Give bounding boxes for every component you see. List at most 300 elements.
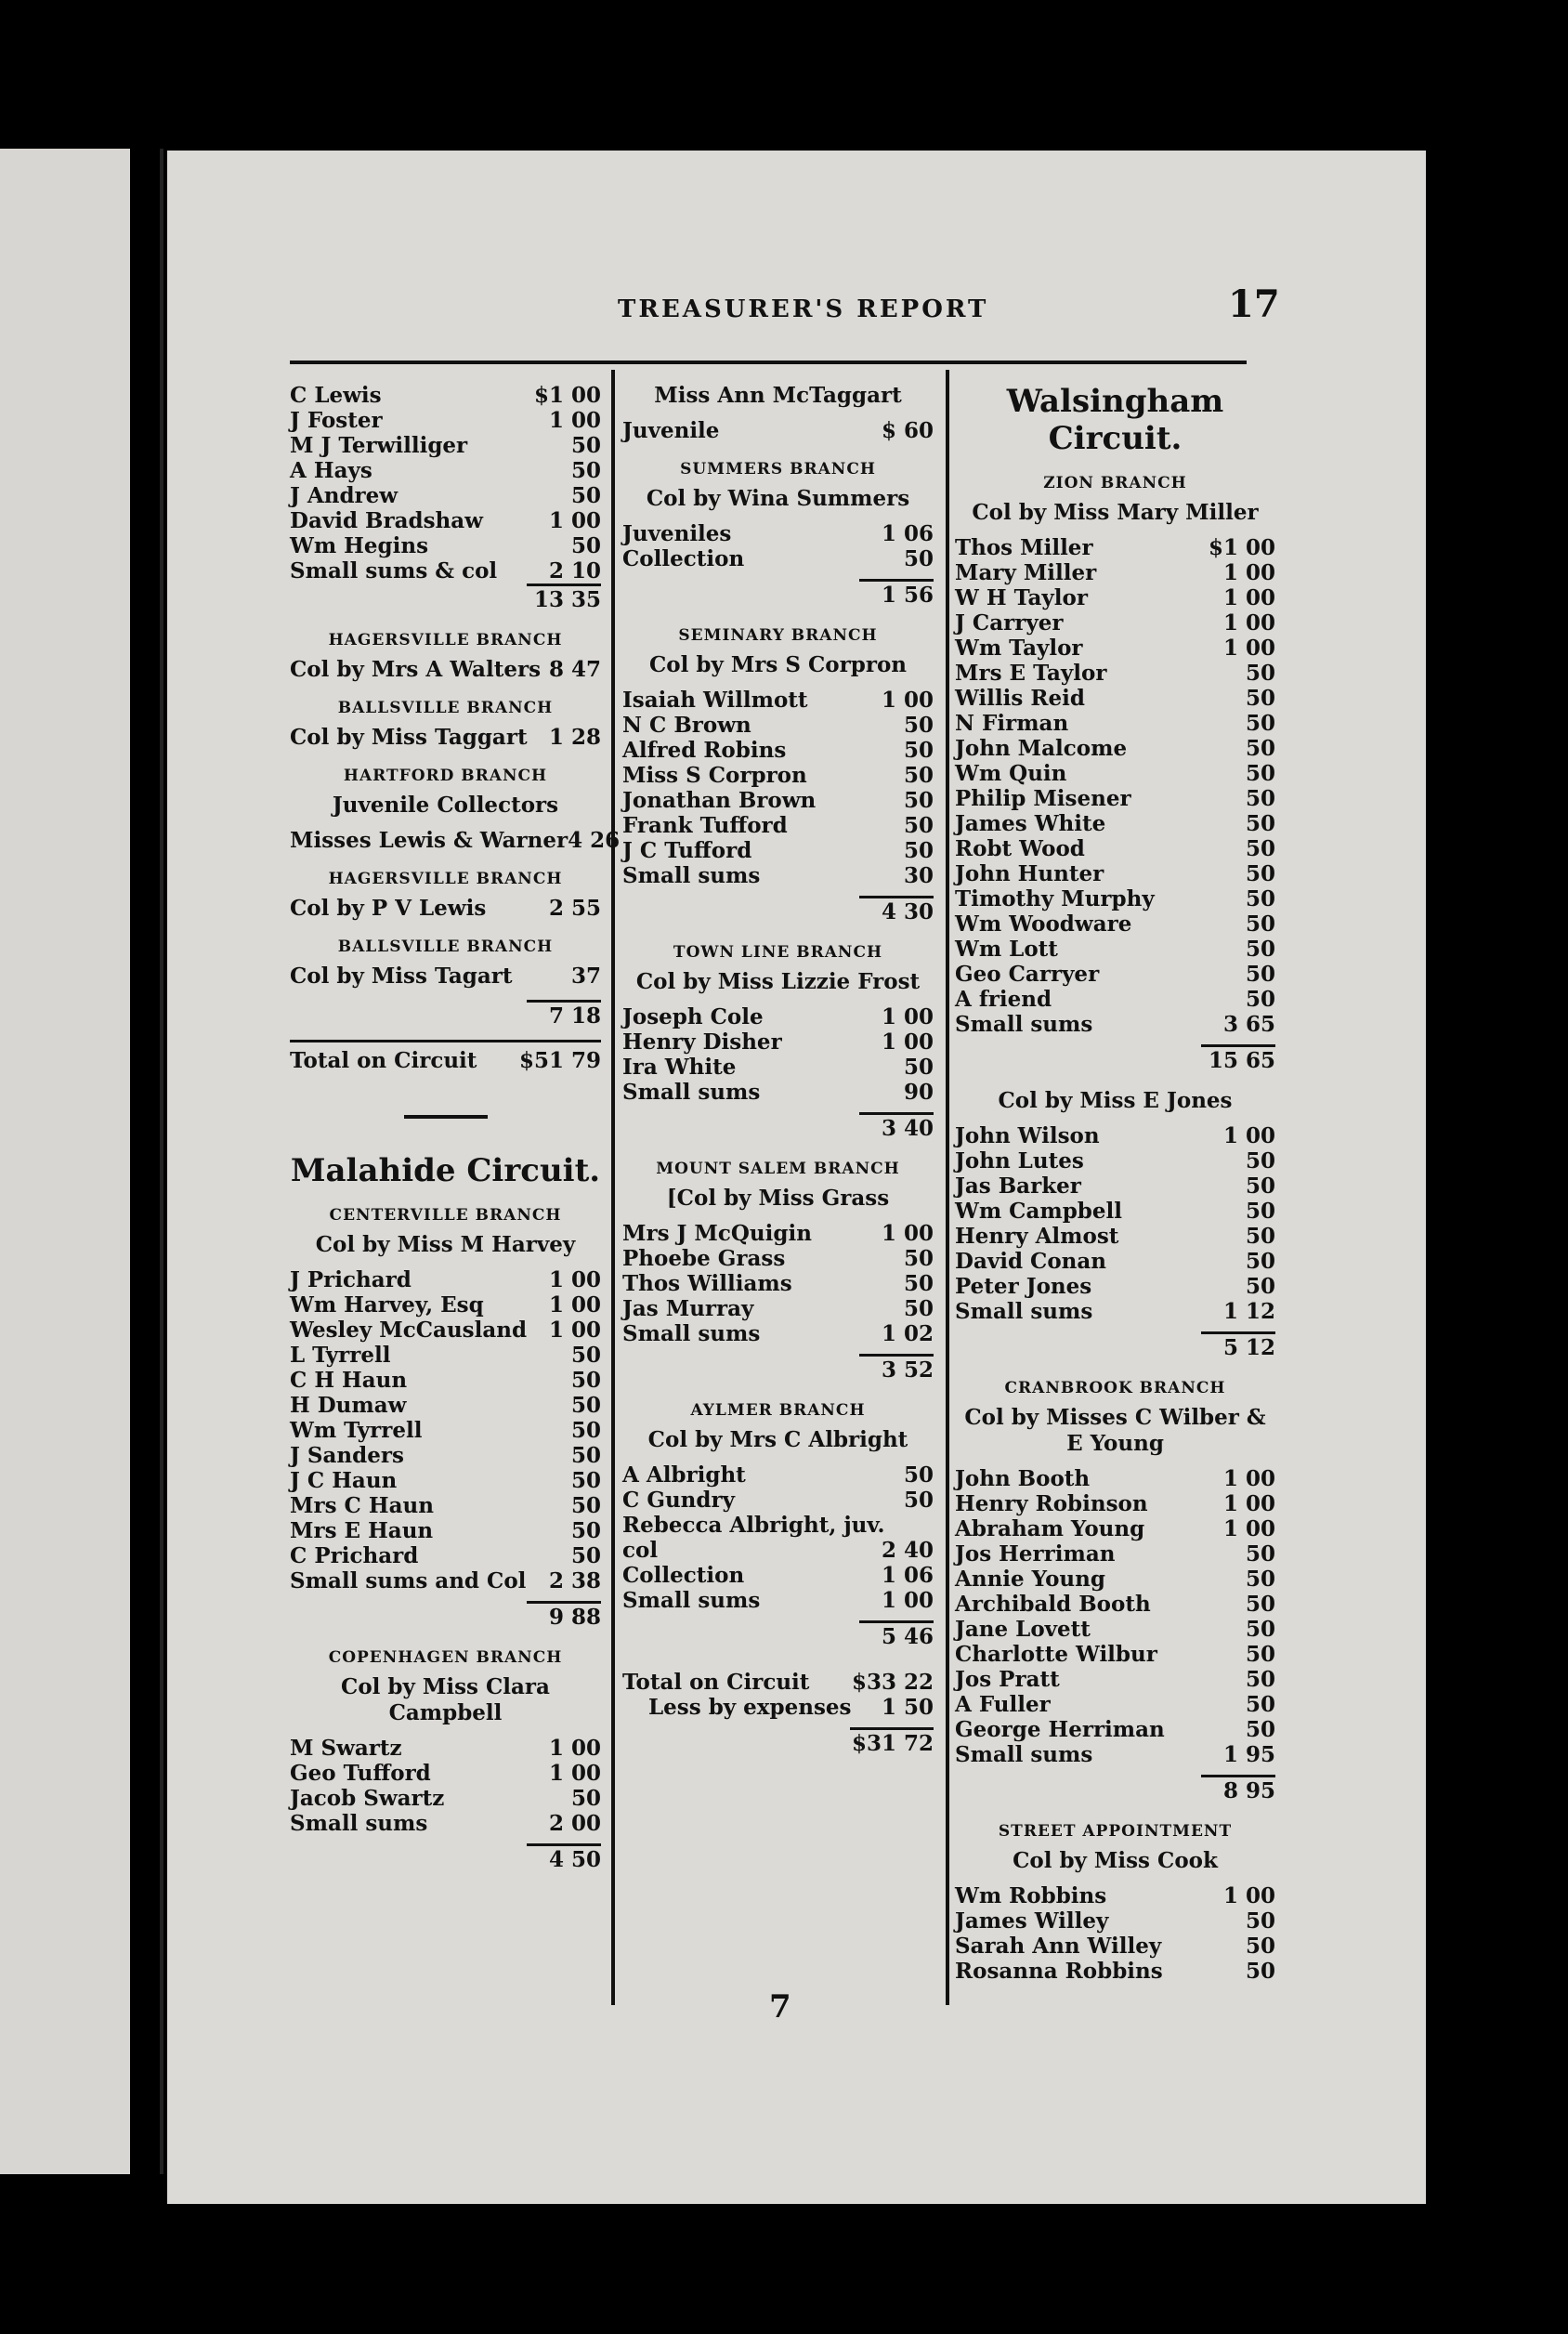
circuit-total: Total on Circuit $51 79	[290, 1040, 601, 1076]
list-item	[290, 1761, 601, 1786]
list-item	[622, 1029, 934, 1055]
collector-line: Col by Miss Clara Campbell	[341, 1674, 550, 1725]
list-item	[955, 911, 1275, 937]
list-item	[622, 1513, 934, 1538]
contributor-name: A Fuller	[955, 1692, 1051, 1717]
list-item	[955, 761, 1275, 786]
contributor-name: Collection	[622, 1563, 745, 1588]
list-item	[955, 1717, 1275, 1742]
amount: 1 00	[881, 1588, 934, 1613]
contributor-name: Mrs C Haun	[290, 1493, 434, 1518]
contributor-name: John Wilson	[955, 1123, 1100, 1148]
amount: 1 00	[548, 1267, 601, 1292]
amount: 2 00	[548, 1811, 601, 1836]
contributor-name: C Gundry	[622, 1488, 735, 1513]
contributor-name: Henry Robinson	[955, 1491, 1148, 1516]
list-item	[622, 1055, 934, 1080]
amount: 50	[903, 1296, 934, 1321]
amount: 50	[1245, 1692, 1275, 1717]
list-item: Juvenile $ 60	[622, 418, 934, 443]
amount: 50	[1245, 686, 1275, 711]
amount: 1 06	[881, 521, 934, 546]
list-item	[955, 811, 1275, 836]
contributor-name: Small sums & col	[290, 558, 498, 584]
list-street	[955, 1883, 1275, 1984]
contributor-name: Miss S Corpron	[622, 763, 807, 788]
amount: 50	[1245, 1717, 1275, 1742]
amount: 1 12	[1222, 1299, 1275, 1324]
collector-line: Col by Miss M Harvey	[315, 1232, 576, 1257]
list-item	[955, 886, 1275, 911]
contributor-name: Jos Pratt	[955, 1667, 1060, 1692]
contributor-name: David Bradshaw	[290, 508, 483, 533]
list-item	[955, 1934, 1275, 1959]
amount: 50	[1245, 1249, 1275, 1274]
list-top	[290, 383, 601, 584]
list-item	[955, 987, 1275, 1012]
contributor-name: Mrs J McQuigin	[622, 1221, 812, 1246]
list-item	[955, 1592, 1275, 1617]
contributor-name: Small sums	[955, 1742, 1093, 1767]
branch-heading: COPENHAGEN BRANCH	[328, 1648, 563, 1667]
list-item	[622, 713, 934, 738]
amount: 50	[1245, 1541, 1275, 1567]
list-item	[955, 1249, 1275, 1274]
list-item	[290, 1493, 601, 1518]
amount: 50	[903, 1488, 934, 1513]
contributor-name: Philip Misener	[955, 786, 1131, 811]
branch-heading: HARTFORD BRANCH	[343, 767, 548, 785]
amount: 1 02	[881, 1321, 934, 1346]
amount: 50	[903, 546, 934, 571]
list-item	[622, 788, 934, 813]
contributor-name: C H Haun	[290, 1368, 408, 1393]
branch-heading: AYLMER BRANCH	[690, 1401, 866, 1420]
contributor-name: A friend	[955, 987, 1052, 1012]
amount: 3 65	[1222, 1012, 1275, 1037]
amount: 1 00	[548, 408, 601, 433]
amount: 50	[1245, 1908, 1275, 1934]
list-item	[955, 661, 1275, 686]
amount: 1 00	[881, 688, 934, 713]
contributor-name: Henry Disher	[622, 1029, 782, 1055]
contributor-name: Mary Miller	[955, 560, 1097, 585]
contributor-name: Willis Reid	[955, 686, 1085, 711]
list-item	[955, 1959, 1275, 1984]
amount: 50	[570, 433, 601, 458]
amount: 50	[1245, 886, 1275, 911]
circuit-total: Total on Circuit $33 22	[622, 1670, 934, 1695]
list-item	[290, 458, 601, 483]
list-item	[290, 1518, 601, 1543]
list-item	[290, 433, 601, 458]
subtotal: 8 95	[1201, 1775, 1275, 1805]
list-item	[955, 1617, 1275, 1642]
list-item	[955, 1667, 1275, 1692]
amount: 50	[903, 738, 934, 763]
list-item	[622, 1080, 934, 1105]
list-mountsalem	[622, 1221, 934, 1346]
contributor-name: J Sanders	[290, 1443, 404, 1468]
subtotal: 7 18	[527, 1000, 601, 1030]
contributor-name: Phoebe Grass	[622, 1246, 786, 1271]
collector-line: Col by Miss E Jones	[998, 1088, 1233, 1113]
list-item	[290, 1318, 601, 1343]
subtotal: 1 56	[859, 579, 934, 610]
list-item	[622, 1462, 934, 1488]
contributor-name: Small sums	[622, 1321, 761, 1346]
list-item	[955, 1199, 1275, 1224]
list-item: Col by Mrs A Walters 8 47	[290, 657, 601, 682]
list-item	[290, 1368, 601, 1393]
list-item: Misses Lewis & Warner 4 26	[290, 828, 621, 853]
contributor-name: Small sums and Col	[290, 1568, 527, 1593]
amount: 1 00	[1222, 1516, 1275, 1541]
contributor-name: Jacob Swartz	[290, 1786, 445, 1811]
amount: 50	[903, 1271, 934, 1296]
list-item	[955, 686, 1275, 711]
contributor-name: Thos Williams	[622, 1271, 792, 1296]
column-divider-1	[611, 370, 615, 2005]
list-copenhagen	[290, 1736, 601, 1836]
list-item	[622, 1538, 934, 1563]
amount: 50	[1245, 736, 1275, 761]
list-item	[290, 383, 601, 408]
column-1	[290, 383, 621, 1874]
list-item	[955, 1541, 1275, 1567]
contributor-name: L Tyrrell	[290, 1343, 391, 1368]
list-item	[622, 1321, 934, 1346]
collector-line: Col by Wina Summers	[646, 486, 910, 511]
column-divider-2	[946, 370, 949, 2005]
amount: 50	[1245, 962, 1275, 987]
amount: 1 00	[1222, 610, 1275, 636]
amount: 50	[1245, 911, 1275, 937]
amount: 50	[570, 1343, 601, 1368]
contributor-name: James Willey	[955, 1908, 1109, 1934]
contributor-name: Wm Taylor	[955, 636, 1083, 661]
amount: 50	[1245, 861, 1275, 886]
list-item	[290, 1811, 601, 1836]
list-item	[955, 1516, 1275, 1541]
amount: 50	[1245, 1959, 1275, 1984]
branch-heading: HAGERSVILLE BRANCH	[328, 631, 563, 649]
list-item	[622, 1588, 934, 1613]
collector-line: Col by Miss Cook	[1013, 1848, 1218, 1873]
circuit-title: Walsingham Circuit.	[1006, 383, 1224, 457]
contributor-name: N Firman	[955, 711, 1069, 736]
list-summers	[622, 521, 934, 571]
amount: 50	[570, 1418, 601, 1443]
expenses-row: Less by expenses 1 50	[648, 1695, 934, 1720]
amount: 50	[903, 1055, 934, 1080]
amount: 90	[903, 1080, 934, 1105]
collector-line: Col by Mrs C Albright	[647, 1427, 908, 1452]
amount: 50	[1245, 661, 1275, 686]
amount: 50	[1245, 786, 1275, 811]
amount: 1 00	[1222, 1466, 1275, 1491]
list-item	[955, 736, 1275, 761]
list-item	[622, 1563, 934, 1588]
amount: $1 00	[533, 383, 601, 408]
contributor-name: Collection	[622, 546, 745, 571]
list-item	[290, 558, 601, 584]
amount: 1 00	[548, 1761, 601, 1786]
subtotal: 9 88	[527, 1601, 601, 1632]
contributor-name: Thos Miller	[955, 535, 1093, 560]
list-item	[622, 1488, 934, 1513]
contributor-name: Charlotte Wilbur	[955, 1642, 1157, 1667]
subtotal: 5 46	[859, 1620, 934, 1651]
contributor-name: M J Terwilliger	[290, 433, 468, 458]
contributor-name: W H Taylor	[955, 585, 1088, 610]
contributor-name: Wm Tyrrell	[290, 1418, 423, 1443]
contributor-name: John Hunter	[955, 861, 1104, 886]
list-item	[622, 863, 934, 888]
amount: 1 00	[881, 1004, 934, 1029]
signature-mark: 7	[769, 1988, 791, 2026]
amount: 1 00	[548, 1292, 601, 1318]
list-item	[955, 836, 1275, 861]
contributor-name: A Albright	[622, 1462, 746, 1488]
contributor-name: Geo Tufford	[290, 1761, 431, 1786]
list-townline	[622, 1004, 934, 1105]
list-item	[290, 1267, 601, 1292]
amount: 2 38	[548, 1568, 601, 1593]
list-item	[955, 1012, 1275, 1037]
list-item: Col by P V Lewis 2 55	[290, 896, 601, 921]
contributor-name: Jane Lovett	[955, 1617, 1091, 1642]
amount: 50	[1245, 811, 1275, 836]
column-2	[622, 383, 934, 1758]
list-item: Col by Miss Tagart 37	[290, 964, 601, 989]
contributor-name: J C Tufford	[622, 838, 752, 863]
contributor-name: Wm Campbell	[955, 1199, 1122, 1224]
list-item	[290, 1736, 601, 1761]
adjacent-page-edge	[0, 149, 130, 2174]
contributor-name: Small sums	[622, 863, 761, 888]
contributor-name: John Booth	[955, 1466, 1091, 1491]
contributor-name: Annie Young	[955, 1567, 1105, 1592]
contributor-name: Henry Almost	[955, 1224, 1119, 1249]
list-item	[955, 1491, 1275, 1516]
list-item: Col by Miss Taggart 1 28	[290, 725, 601, 750]
contributor-name: col	[622, 1538, 659, 1563]
contributor-name: Isaiah Willmott	[622, 688, 808, 713]
list-item	[622, 1296, 934, 1321]
list-item	[622, 1221, 934, 1246]
list-item	[290, 1443, 601, 1468]
amount: 50	[1245, 937, 1275, 962]
list-item	[290, 1292, 601, 1318]
amount: 50	[1245, 1642, 1275, 1667]
column-3	[955, 383, 1275, 1984]
contributor-name: Small sums	[622, 1588, 761, 1613]
contributor-name: John Malcome	[955, 736, 1128, 761]
contributor-name: A Hays	[290, 458, 372, 483]
list-item	[622, 546, 934, 571]
running-header: TREASURER'S REPORT	[618, 295, 989, 323]
amount: 50	[1245, 1934, 1275, 1959]
contributor-name: N C Brown	[622, 713, 751, 738]
contributor-name: J Carryer	[955, 610, 1064, 636]
list-item	[955, 1148, 1275, 1174]
list-item	[955, 1299, 1275, 1324]
list-item	[955, 962, 1275, 987]
amount: 1 00	[548, 1318, 601, 1343]
contributor-name: Robt Wood	[955, 836, 1085, 861]
list-item	[955, 937, 1275, 962]
collector-line: Col by Miss Lizzie Frost	[635, 969, 921, 994]
contributor-name: Wm Lott	[955, 937, 1058, 962]
contributor-name: Archibald Booth	[955, 1592, 1151, 1617]
amount: 50	[1245, 1667, 1275, 1692]
amount: 50	[903, 763, 934, 788]
circuit-title: Malahide Circuit.	[290, 1152, 601, 1189]
amount: 1 00	[1222, 1883, 1275, 1908]
section-separator	[404, 1115, 488, 1119]
amount: 50	[570, 1493, 601, 1518]
branch-heading: CENTERVILLE BRANCH	[329, 1206, 562, 1225]
contributor-name: Alfred Robins	[622, 738, 787, 763]
list-item	[622, 738, 934, 763]
contributor-name: Small sums	[290, 1811, 428, 1836]
subtotal: 4 30	[859, 896, 934, 926]
amount: 50	[570, 1786, 601, 1811]
amount: 50	[903, 1246, 934, 1271]
subtotal: 3 52	[859, 1354, 934, 1384]
list-item	[622, 763, 934, 788]
amount: 50	[1245, 1199, 1275, 1224]
list-item	[290, 1418, 601, 1443]
amount: 50	[903, 813, 934, 838]
amount: 50	[1245, 761, 1275, 786]
branch-heading: SEMINARY BRANCH	[678, 626, 878, 645]
header-rule	[290, 361, 1247, 364]
amount: 1 00	[548, 1736, 601, 1761]
contributor-name: M Swartz	[290, 1736, 402, 1761]
contributor-name: Wm Quin	[955, 761, 1067, 786]
list-jones	[955, 1123, 1275, 1324]
amount: 50	[570, 1468, 601, 1493]
branch-heading: SUMMERS BRANCH	[680, 460, 876, 479]
collector-line: Miss Ann McTaggart	[654, 383, 902, 408]
contributor-name: Wesley McCausland	[290, 1318, 528, 1343]
list-malahide	[290, 1267, 601, 1593]
list-item	[955, 560, 1275, 585]
list-cranbrook	[955, 1466, 1275, 1767]
list-item	[955, 861, 1275, 886]
list-item	[955, 1123, 1275, 1148]
contributor-name: Wm Robbins	[955, 1883, 1107, 1908]
amount: 50	[903, 788, 934, 813]
contributor-name: Rosanna Robbins	[955, 1959, 1163, 1984]
subtotal: 3 40	[859, 1112, 934, 1143]
list-item	[955, 1642, 1275, 1667]
list-item	[955, 1742, 1275, 1767]
amount: 1 00	[1222, 585, 1275, 610]
contributor-name: Joseph Cole	[622, 1004, 764, 1029]
amount: 50	[1245, 1617, 1275, 1642]
contributor-name: H Dumaw	[290, 1393, 407, 1418]
list-item	[955, 636, 1275, 661]
amount: 50	[570, 1543, 601, 1568]
amount: 50	[1245, 1148, 1275, 1174]
subtotal: 4 50	[527, 1843, 601, 1874]
contributor-name: Mrs E Taylor	[955, 661, 1107, 686]
list-item	[290, 1568, 601, 1593]
list-item	[622, 1246, 934, 1271]
list-item	[955, 1174, 1275, 1199]
list-item	[955, 1692, 1275, 1717]
list-seminary	[622, 688, 934, 888]
amount: 1 00	[881, 1029, 934, 1055]
list-zion	[955, 535, 1275, 1037]
list-item	[622, 1004, 934, 1029]
branch-heading: BALLSVILLE BRANCH	[337, 938, 554, 956]
branch-heading: STREET APPOINTMENT	[998, 1822, 1233, 1841]
contributor-name: Sarah Ann Willey	[955, 1934, 1162, 1959]
contributor-name: Small sums	[622, 1080, 761, 1105]
contributor-name: Wm Hegins	[290, 533, 429, 558]
list-item	[622, 688, 934, 713]
page-number: 17	[1228, 282, 1280, 326]
list-item	[955, 535, 1275, 560]
amount: 50	[570, 1393, 601, 1418]
list-item	[955, 1883, 1275, 1908]
amount: 1 00	[1222, 636, 1275, 661]
amount: 50	[1245, 1592, 1275, 1617]
collector-line: [Col by Miss Grass	[666, 1186, 890, 1211]
list-item	[290, 508, 601, 533]
amount: 50	[1245, 987, 1275, 1012]
amount: 50	[570, 1368, 601, 1393]
collector-line: Juvenile Collectors	[332, 793, 559, 818]
contributor-name: Timothy Murphy	[955, 886, 1155, 911]
contributor-name: Geo Carryer	[955, 962, 1100, 987]
amount: 1 00	[881, 1221, 934, 1246]
amount: 2 40	[881, 1538, 934, 1563]
list-item	[622, 1271, 934, 1296]
amount: 1 00	[548, 508, 601, 533]
list-item	[290, 408, 601, 433]
collector-line: Col by Mrs S Corpron	[648, 652, 908, 677]
contributor-name: C Prichard	[290, 1543, 419, 1568]
amount: 30	[903, 863, 934, 888]
list-item	[290, 1343, 601, 1368]
list-item	[622, 838, 934, 863]
amount: $1 00	[1208, 535, 1275, 560]
list-item	[955, 1466, 1275, 1491]
amount: 50	[903, 713, 934, 738]
subtotal: 15 65	[1201, 1044, 1275, 1075]
amount: 50	[1245, 711, 1275, 736]
branch-heading: TOWN LINE BRANCH	[673, 943, 883, 962]
list-item	[290, 1468, 601, 1493]
list-item	[955, 786, 1275, 811]
amount: 1 00	[1222, 1491, 1275, 1516]
list-item	[955, 1274, 1275, 1299]
list-item	[290, 1393, 601, 1418]
contributor-name: Jos Herriman	[955, 1541, 1116, 1567]
amount: 1 95	[1222, 1742, 1275, 1767]
branch-heading: CRANBROOK BRANCH	[1004, 1379, 1226, 1397]
list-item	[955, 1567, 1275, 1592]
list-item	[955, 1908, 1275, 1934]
contributor-name: Wm Woodware	[955, 911, 1132, 937]
subtotal: 5 12	[1201, 1331, 1275, 1362]
page-gutter	[160, 149, 163, 2174]
